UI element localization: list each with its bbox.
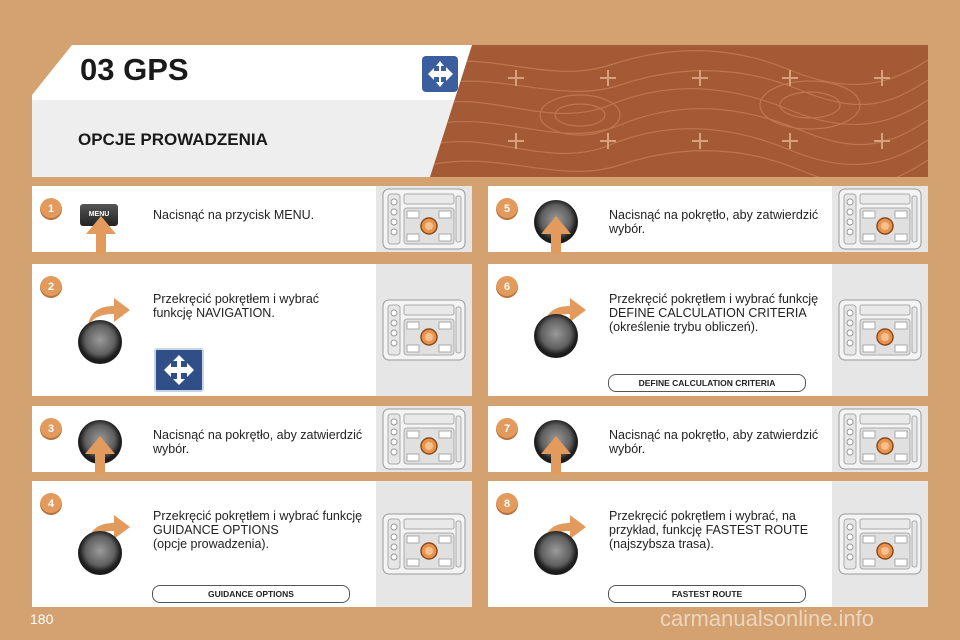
step-instruction: Nacisnąć na pokrętło, aby zatwierdzić wybór. [609,428,819,456]
step-instruction: Nacisnąć na pokrętło, aby zatwierdzić wybór. [153,428,363,456]
step-number-badge: 7 [496,418,518,440]
watermark: carmanualsonline.info [660,606,875,631]
function-label-pill: DEFINE CALCULATION CRITERIA [608,374,806,392]
function-label-pill: GUIDANCE OPTIONS [152,585,350,603]
step-number-badge: 6 [496,276,518,298]
radio-unit-icon [838,408,922,470]
radio-unit-icon [382,299,466,361]
radio-unit-icon [838,188,922,250]
knob-icon [534,314,578,358]
function-label-pill: FASTEST ROUTE [608,585,806,603]
knob-icon [534,531,578,575]
step-instruction: Przekręcić pokrętłem i wybrać funkcję DEFINE CALCULATION CRITERIA (określenie trybu obliczeń). [609,292,819,334]
radio-panel [832,481,928,607]
navigation-function-icon [154,348,204,392]
step-number-badge: 8 [496,493,518,515]
step-instruction: Przekręcić pokrętłem i wybrać funkcję GUIDANCE OPTIONS (opcje prowadzenia). [153,509,363,551]
knob-icon [78,320,122,364]
step-number-badge: 5 [496,198,518,220]
gps-navigation-icon [422,56,458,92]
radio-panel [832,264,928,396]
section-title: 03 GPS [80,52,189,87]
step-card-4 [32,481,472,607]
radio-unit-icon [382,188,466,250]
step-card-1 [32,186,472,252]
radio-panel [376,186,472,252]
radio-panel [832,186,928,252]
press-arrow-icon [86,216,116,254]
topographic-lines [430,45,928,177]
radio-unit-icon [838,299,922,361]
menu-key-icon: MENU [80,204,118,226]
radio-panel [376,406,472,472]
step-card-7 [488,406,928,472]
radio-unit-icon [838,513,922,575]
radio-panel [376,264,472,396]
step-card-3 [32,406,472,472]
step-instruction: Nacisnąć na pokrętło, aby zatwierdzić wybór. [609,208,819,236]
step-instruction: Przekręcić pokrętłem i wybrać funkcję NAVIGATION. [153,292,320,320]
step-card-2 [32,264,472,396]
step-card-6 [488,264,928,396]
step-card-5 [488,186,928,252]
step-number-badge: 2 [40,276,62,298]
radio-panel [376,481,472,607]
step-number-badge: 1 [40,198,62,220]
step-number-badge: 4 [40,493,62,515]
radio-unit-icon [382,408,466,470]
knob-icon [78,531,122,575]
step-instruction: Przekręcić pokrętłem i wybrać, na przykład, funkcję FASTEST ROUTE (najszybsza trasa). [609,509,809,551]
press-arrow-icon [541,436,571,474]
radio-panel [832,406,928,472]
press-arrow-icon [85,436,115,474]
topographic-map-band [430,45,928,177]
step-card-8 [488,481,928,607]
section-subtitle: OPCJE PROWADZENIA [78,130,268,149]
press-arrow-icon [541,216,571,254]
radio-unit-icon [382,513,466,575]
page-number: 180 [30,611,54,627]
step-number-badge: 3 [40,418,62,440]
step-instruction: Nacisnąć na przycisk MENU. [153,208,315,222]
